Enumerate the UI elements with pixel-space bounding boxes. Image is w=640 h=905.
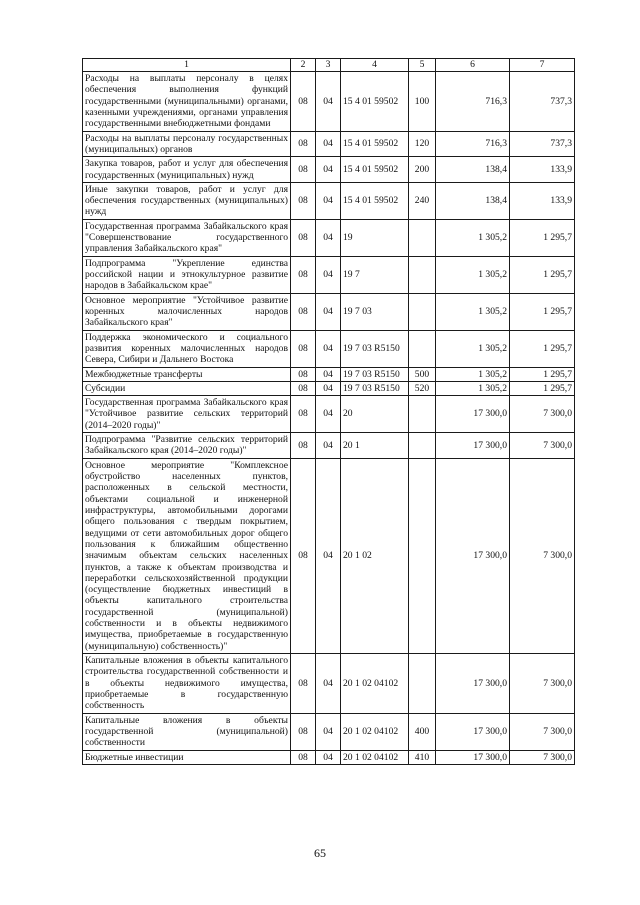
item-name-cell: Капитальные вложения в объекты государственной (муниципальной) собственности [83, 713, 291, 750]
amount-cell: 1 295,7 [510, 330, 575, 367]
section-cell: 08 [291, 182, 316, 219]
subsection-cell: 04 [316, 131, 341, 157]
target-article-cell: 19 7 03 R5150 [341, 330, 409, 367]
column-header: 7 [510, 59, 575, 72]
amount-cell: 1 295,7 [510, 381, 575, 395]
expense-type-cell [409, 654, 436, 714]
amount-cell: 7 300,0 [510, 396, 575, 433]
section-cell: 08 [291, 713, 316, 750]
expense-type-cell: 240 [409, 182, 436, 219]
item-name-cell: Основное мероприятие "Устойчивое развитие коренных малочисленных народов Забайкальского края" [83, 293, 291, 330]
column-header: 5 [409, 59, 436, 72]
target-article-cell: 15 4 01 59502 [341, 131, 409, 157]
expense-type-cell: 520 [409, 381, 436, 395]
item-name-cell: Основное мероприятие "Комплексное обустройство населенных пунктов, расположенных в сельской местности, объектами социальной и инженерной инфраструктуры, автомобильными дорогами общего пользования с твердым покрытием, ведущими от сети автомобильных дорог общего пользования к ближайшим общественно значимым объектам сельских населенных пунктов, а также к объектам производства и переработки сельскохозяйственной продукции (осуществление бюджетных инвестиций в объекты капитального строительства государственной (муниципальной) собственности и в объекты недвижимого имущества, приобретаемые в государственную (муниципальную) собственность)" [83, 458, 291, 653]
subsection-cell: 04 [316, 750, 341, 764]
amount-cell: 716,3 [436, 72, 510, 132]
section-cell: 08 [291, 458, 316, 653]
amount-cell: 17 300,0 [436, 654, 510, 714]
item-name-cell: Бюджетные инвестиции [83, 750, 291, 764]
section-cell: 08 [291, 131, 316, 157]
target-article-cell: 20 1 02 04102 [341, 750, 409, 764]
section-cell: 08 [291, 654, 316, 714]
expense-type-cell: 500 [409, 367, 436, 381]
expense-type-cell [409, 256, 436, 293]
expense-type-cell: 400 [409, 713, 436, 750]
budget-table [82, 58, 575, 765]
subsection-cell: 04 [316, 713, 341, 750]
amount-cell: 17 300,0 [436, 396, 510, 433]
target-article-cell: 20 1 02 04102 [341, 713, 409, 750]
item-name-cell: Закупка товаров, работ и услуг для обеспечения государственных (муниципальных) нужд [83, 157, 291, 183]
subsection-cell: 04 [316, 72, 341, 132]
table-row [83, 433, 575, 459]
subsection-cell: 04 [316, 433, 341, 459]
target-article-cell: 19 7 03 [341, 293, 409, 330]
amount-cell: 1 305,2 [436, 330, 510, 367]
amount-cell: 138,4 [436, 182, 510, 219]
table-row [83, 396, 575, 433]
section-cell: 08 [291, 433, 316, 459]
header-row [83, 59, 575, 72]
expense-type-cell: 410 [409, 750, 436, 764]
target-article-cell: 20 [341, 396, 409, 433]
column-header: 4 [341, 59, 409, 72]
amount-cell: 138,4 [436, 157, 510, 183]
table-row [83, 654, 575, 714]
item-name-cell: Расходы на выплаты персоналу государственных (муниципальных) органов [83, 131, 291, 157]
expense-type-cell [409, 458, 436, 653]
expense-type-cell [409, 219, 436, 256]
target-article-cell: 15 4 01 59502 [341, 72, 409, 132]
amount-cell: 7 300,0 [510, 458, 575, 653]
amount-cell: 7 300,0 [510, 654, 575, 714]
target-article-cell: 19 7 03 R5150 [341, 367, 409, 381]
section-cell: 08 [291, 396, 316, 433]
table-row [83, 750, 575, 764]
amount-cell: 17 300,0 [436, 713, 510, 750]
table-body [83, 72, 575, 765]
item-name-cell: Иные закупки товаров, работ и услуг для обеспечения государственных (муниципальных) нужд [83, 182, 291, 219]
target-article-cell: 19 [341, 219, 409, 256]
amount-cell: 1 295,7 [510, 219, 575, 256]
amount-cell: 1 305,2 [436, 381, 510, 395]
item-name-cell: Подпрограмма "Укрепление единства российской нации и этнокультурное развитие народов в Забайкальском крае" [83, 256, 291, 293]
target-article-cell: 20 1 02 [341, 458, 409, 653]
amount-cell: 1 295,7 [510, 367, 575, 381]
item-name-cell: Субсидии [83, 381, 291, 395]
amount-cell: 7 300,0 [510, 433, 575, 459]
subsection-cell: 04 [316, 381, 341, 395]
amount-cell: 1 305,2 [436, 219, 510, 256]
item-name-cell: Межбюджетные трансферты [83, 367, 291, 381]
subsection-cell: 04 [316, 330, 341, 367]
expense-type-cell [409, 330, 436, 367]
amount-cell: 737,3 [510, 131, 575, 157]
amount-cell: 133,9 [510, 157, 575, 183]
item-name-cell: Государственная программа Забайкальского края "Устойчивое развитие сельских территорий (2014–2020 годы)" [83, 396, 291, 433]
item-name-cell: Поддержка экономического и социального развития коренных малочисленных народов Севера, Сибири и Дальнего Востока [83, 330, 291, 367]
amount-cell: 1 295,7 [510, 256, 575, 293]
expense-type-cell [409, 293, 436, 330]
table-row [83, 219, 575, 256]
subsection-cell: 04 [316, 458, 341, 653]
section-cell: 08 [291, 219, 316, 256]
amount-cell: 1 305,2 [436, 293, 510, 330]
table-row [83, 182, 575, 219]
amount-cell: 737,3 [510, 72, 575, 132]
section-cell: 08 [291, 157, 316, 183]
target-article-cell: 19 7 [341, 256, 409, 293]
amount-cell: 7 300,0 [510, 713, 575, 750]
amount-cell: 17 300,0 [436, 433, 510, 459]
amount-cell: 1 295,7 [510, 293, 575, 330]
item-name-cell: Расходы на выплаты персоналу в целях обеспечения выполнения функций государственными (муниципальными) органами, казенными учреждениями, органами управления государственными внебюджетными фондами [83, 72, 291, 132]
section-cell: 08 [291, 256, 316, 293]
table-row [83, 131, 575, 157]
target-article-cell: 19 7 03 R5150 [341, 381, 409, 395]
table-row [83, 293, 575, 330]
amount-cell: 133,9 [510, 182, 575, 219]
section-cell: 08 [291, 750, 316, 764]
section-cell: 08 [291, 367, 316, 381]
item-name-cell: Подпрограмма "Развитие сельских территорий Забайкальского края (2014–2020 годы)" [83, 433, 291, 459]
subsection-cell: 04 [316, 367, 341, 381]
table-row [83, 367, 575, 381]
column-header: 3 [316, 59, 341, 72]
table-row [83, 713, 575, 750]
section-cell: 08 [291, 293, 316, 330]
subsection-cell: 04 [316, 654, 341, 714]
table-row [83, 458, 575, 653]
item-name-cell: Капитальные вложения в объекты капитального строительства государственной собственности и в объекты недвижимого имущества, приобретаемые в государственную собственность [83, 654, 291, 714]
expense-type-cell [409, 433, 436, 459]
target-article-cell: 20 1 [341, 433, 409, 459]
expense-type-cell: 200 [409, 157, 436, 183]
expense-type-cell: 100 [409, 72, 436, 132]
column-header: 2 [291, 59, 316, 72]
page-number: 65 [314, 846, 326, 860]
column-header: 6 [436, 59, 510, 72]
section-cell: 08 [291, 72, 316, 132]
table-row [83, 381, 575, 395]
table-row [83, 157, 575, 183]
subsection-cell: 04 [316, 219, 341, 256]
table-row [83, 256, 575, 293]
target-article-cell: 15 4 01 59502 [341, 157, 409, 183]
amount-cell: 716,3 [436, 131, 510, 157]
amount-cell: 17 300,0 [436, 750, 510, 764]
subsection-cell: 04 [316, 157, 341, 183]
item-name-cell: Государственная программа Забайкальского края "Совершенствование государственного управления Забайкальского края" [83, 219, 291, 256]
section-cell: 08 [291, 381, 316, 395]
subsection-cell: 04 [316, 182, 341, 219]
subsection-cell: 04 [316, 256, 341, 293]
section-cell: 08 [291, 330, 316, 367]
subsection-cell: 04 [316, 293, 341, 330]
target-article-cell: 20 1 02 04102 [341, 654, 409, 714]
amount-cell: 17 300,0 [436, 458, 510, 653]
subsection-cell: 04 [316, 396, 341, 433]
table-row [83, 330, 575, 367]
amount-cell: 1 305,2 [436, 367, 510, 381]
expense-type-cell: 120 [409, 131, 436, 157]
target-article-cell: 15 4 01 59502 [341, 182, 409, 219]
expense-type-cell [409, 396, 436, 433]
amount-cell: 7 300,0 [510, 750, 575, 764]
table-row [83, 72, 575, 132]
amount-cell: 1 305,2 [436, 256, 510, 293]
column-header: 1 [83, 59, 291, 72]
